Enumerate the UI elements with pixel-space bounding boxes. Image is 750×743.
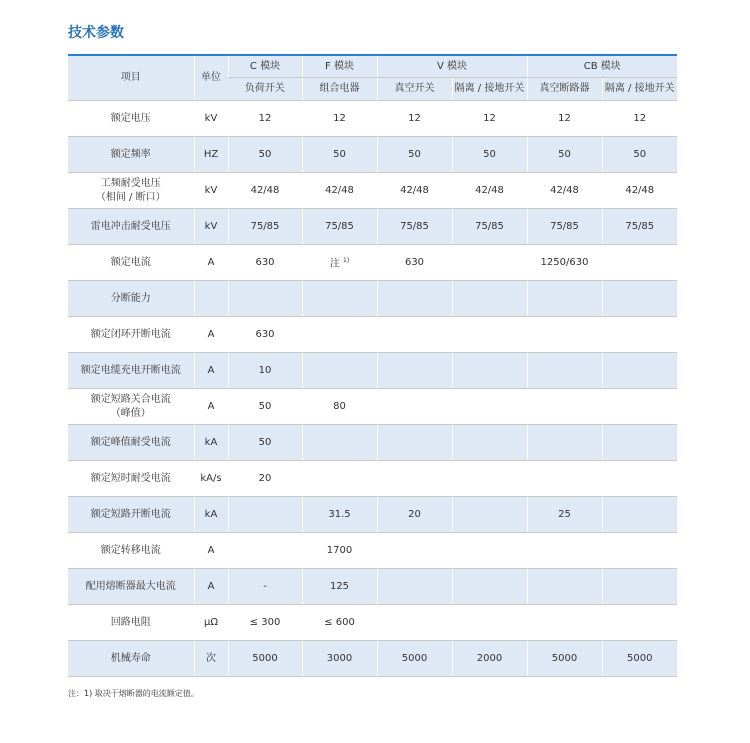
cell-f: [302, 605, 377, 641]
cell-cb1: [527, 209, 602, 245]
cell-v2: [452, 101, 527, 137]
cell-value: 2000: [476, 652, 503, 664]
cell-value: A: [207, 544, 215, 556]
cell-v1: [377, 209, 452, 245]
row-item: [68, 245, 194, 281]
cell-value: kA: [204, 436, 218, 448]
cell-value: kA/s: [200, 472, 222, 484]
cell-value: A: [207, 400, 215, 412]
cell-value: HZ: [203, 148, 219, 160]
cell-cb2: [602, 425, 677, 461]
cell-value: 42/48: [550, 184, 579, 196]
cell-c: [228, 173, 302, 209]
cell-value: 630: [255, 328, 275, 340]
cell-c: [228, 641, 302, 677]
cell-value: 75/85: [325, 220, 354, 232]
cell-v1: [377, 461, 452, 497]
cell-value: 50: [483, 148, 496, 160]
row-item-label: 额定闭环开断电流: [90, 328, 171, 340]
cell-cb1: [527, 641, 602, 677]
cell-v1: [377, 353, 452, 389]
cell-f: [302, 281, 377, 317]
cell-c: [228, 353, 302, 389]
row-item: [68, 533, 194, 569]
cell-value: 5000: [401, 652, 428, 664]
cell-c: [228, 497, 302, 533]
cell-value: 12: [408, 112, 421, 124]
cell-cb2: [602, 533, 677, 569]
cell-cb2: [602, 497, 677, 533]
cell-cb1: [527, 317, 602, 353]
row-item: [68, 497, 194, 533]
row-item-label: 机械寿命: [110, 652, 151, 664]
cell-cb1: [527, 281, 602, 317]
cell-cb1: [527, 353, 602, 389]
table-row: [68, 569, 677, 605]
cell-value: 42/48: [250, 184, 280, 196]
cell-v2: [452, 317, 527, 353]
row-item: [68, 137, 194, 173]
cell-value: 12: [258, 112, 272, 124]
cell-value: kV: [204, 220, 218, 232]
cell-f: [302, 497, 377, 533]
row-unit: [194, 605, 228, 641]
cell-value: 12: [333, 112, 346, 124]
row-item: [68, 605, 194, 641]
cell-f: [302, 173, 377, 209]
cell-v1: [377, 173, 452, 209]
cell-f: [302, 209, 377, 245]
cell-value: 42/48: [325, 184, 354, 196]
cell-c: [228, 137, 302, 173]
cell-value: 50: [408, 148, 421, 160]
cell-value: 630: [255, 256, 275, 268]
cell-value: 3000: [326, 652, 353, 664]
cell-v2: [452, 281, 527, 317]
cell-f: [302, 533, 377, 569]
row-item: [68, 353, 194, 389]
cell-v2: [452, 209, 527, 245]
row-item-label: 额定转移电流: [100, 544, 161, 556]
cell-c: [228, 317, 302, 353]
row-unit: [194, 137, 228, 173]
cell-f: [302, 317, 377, 353]
row-item-label: 配用熔断器最大电流: [85, 580, 176, 592]
cell-c: [228, 389, 302, 425]
table-row: [68, 101, 677, 137]
cell-value: 1250/630: [540, 256, 589, 268]
cell-value: 75/85: [550, 220, 579, 232]
cell-value: 50: [258, 148, 272, 160]
cell-c: [228, 209, 302, 245]
cell-value: 注: [329, 258, 340, 270]
cell-value: 20: [408, 508, 421, 520]
cell-cb1: [527, 137, 602, 173]
cell-value: 5000: [551, 652, 578, 664]
table-row: [68, 425, 677, 461]
cell-value: 42/48: [625, 184, 655, 196]
cell-value: μΩ: [203, 616, 218, 628]
row-item-label: 工频耐受电压: [100, 177, 161, 189]
cell-value: 5000: [627, 652, 653, 664]
cell-value: 50: [633, 148, 647, 160]
header-item: 项目: [68, 56, 194, 101]
cell-v2: [452, 641, 527, 677]
cell-f: [302, 461, 377, 497]
cell-cb2: [602, 101, 677, 137]
cell-value: ≤ 300: [249, 616, 281, 628]
cell-cb2: [602, 605, 677, 641]
cell-cb2: [602, 281, 677, 317]
cell-cb2: [602, 173, 677, 209]
header-sub: 组合电器: [302, 78, 377, 101]
cell-value: 80: [333, 400, 346, 412]
cell-c: [228, 425, 302, 461]
cell-cb1: [527, 497, 602, 533]
row-unit: [194, 461, 228, 497]
section-title: 技术参数: [68, 25, 124, 41]
header-sub: 负荷开关: [228, 78, 302, 101]
row-item-sublabel: （峰值）: [110, 407, 151, 419]
row-unit: [194, 245, 228, 281]
cell-value: 31.5: [328, 508, 351, 520]
cell-f: [302, 137, 377, 173]
cell-c: [228, 533, 302, 569]
row-item-label: 分断能力: [110, 292, 151, 304]
row-item: [68, 425, 194, 461]
cell-value: 42/48: [475, 184, 504, 196]
row-item: [68, 641, 194, 677]
cell-cb2: [602, 353, 677, 389]
row-item-label: 额定电缆充电开断电流: [80, 364, 181, 376]
cell-c: [228, 101, 302, 137]
cell-c: [228, 569, 302, 605]
cell-value: 50: [258, 400, 272, 412]
cell-value: 12: [483, 112, 496, 124]
cell-c: [228, 281, 302, 317]
table-row: [68, 533, 677, 569]
cell-v1: [377, 533, 452, 569]
cell-v1: [377, 101, 452, 137]
cell-value: 次: [206, 652, 216, 664]
cell-value: A: [207, 364, 215, 376]
table-row: [68, 281, 677, 317]
header-unit: 单位: [194, 56, 228, 101]
cell-v2: [452, 569, 527, 605]
cell-value: 5000: [252, 652, 278, 664]
cell-v1: [377, 569, 452, 605]
cell-value: A: [207, 256, 215, 268]
row-unit: [194, 173, 228, 209]
cell-f: [302, 389, 377, 425]
cell-value: 20: [258, 472, 272, 484]
cell-value: 50: [258, 436, 272, 448]
cell-cb1: [527, 425, 602, 461]
row-item-label: 额定频率: [110, 148, 151, 160]
cell-v2: [452, 605, 527, 641]
row-item-sublabel: （相间 / 断口）: [95, 191, 166, 203]
row-item: [68, 317, 194, 353]
cell-value: 75/85: [475, 220, 504, 232]
row-unit: [194, 533, 228, 569]
cell-v1: [377, 641, 452, 677]
cell-v1: [377, 281, 452, 317]
header-group-f: F 模块: [302, 56, 377, 78]
cell-v2: [452, 245, 527, 281]
cell-cb2: [602, 569, 677, 605]
cell-cb1: [527, 245, 602, 281]
cell-f: [302, 245, 377, 281]
cell-v2: [452, 497, 527, 533]
cell-v2: [452, 173, 527, 209]
row-item: [68, 281, 194, 317]
cell-value: 75/85: [625, 220, 655, 232]
cell-value: 10: [258, 364, 272, 376]
cell-v2: [452, 533, 527, 569]
cell-value: 75/85: [400, 220, 429, 232]
footnote-marker: 1): [343, 256, 350, 264]
table-row: [68, 389, 677, 425]
row-item-label: 额定短路开断电流: [90, 508, 171, 520]
cell-value: 12: [633, 112, 647, 124]
row-unit: [194, 101, 228, 137]
cell-cb2: [602, 137, 677, 173]
row-unit: [194, 281, 228, 317]
cell-value: 125: [329, 580, 350, 592]
cell-value: 50: [558, 148, 571, 160]
header-sub: 真空断路器: [527, 78, 602, 101]
header-group-c: C 模块: [228, 56, 302, 78]
cell-v1: [377, 389, 452, 425]
header-sub: 隔离 / 接地开关: [452, 78, 527, 101]
cell-v1: [377, 425, 452, 461]
cell-v2: [452, 137, 527, 173]
header-group-v: V 模块: [377, 56, 527, 78]
cell-value: A: [207, 580, 215, 592]
cell-value: A: [207, 328, 215, 340]
row-item-label: 额定电压: [110, 112, 151, 124]
cell-value: 42/48: [400, 184, 429, 196]
header-sub: 隔离 / 接地开关: [602, 78, 677, 101]
cell-cb1: [527, 101, 602, 137]
cell-cb1: [527, 461, 602, 497]
cell-cb1: [527, 173, 602, 209]
row-item: [68, 461, 194, 497]
row-item-label: 额定峰值耐受电流: [90, 436, 171, 448]
cell-cb1: [527, 389, 602, 425]
cell-cb2: [602, 461, 677, 497]
table-row: [68, 353, 677, 389]
cell-cb1: [527, 533, 602, 569]
row-unit: [194, 317, 228, 353]
cell-value: 630: [404, 256, 425, 268]
table-row: [68, 641, 677, 677]
cell-v1: [377, 245, 452, 281]
cell-v1: [377, 137, 452, 173]
row-item: [68, 173, 194, 209]
cell-value: 50: [333, 148, 346, 160]
header-sub: 真空开关: [377, 78, 452, 101]
cell-value: -: [263, 580, 267, 592]
cell-v2: [452, 461, 527, 497]
cell-v2: [452, 389, 527, 425]
cell-f: [302, 101, 377, 137]
cell-cb1: [527, 605, 602, 641]
table-row: [68, 173, 677, 209]
row-item: [68, 569, 194, 605]
row-unit: [194, 353, 228, 389]
row-unit: [194, 425, 228, 461]
table-row: [68, 605, 677, 641]
cell-value: ≤ 600: [324, 616, 355, 628]
row-item: [68, 389, 194, 425]
row-item: [68, 209, 194, 245]
row-item-label: 额定电流: [110, 256, 151, 268]
row-unit: [194, 209, 228, 245]
row-item-label: 回路电阻: [110, 616, 151, 628]
cell-f: [302, 569, 377, 605]
cell-value: 12: [558, 112, 571, 124]
cell-f: [302, 425, 377, 461]
cell-c: [228, 461, 302, 497]
cell-value: kA: [204, 508, 218, 520]
cell-value: 75/85: [250, 220, 280, 232]
cell-c: [228, 245, 302, 281]
table-row: [68, 245, 677, 281]
row-unit: [194, 497, 228, 533]
cell-f: [302, 353, 377, 389]
row-unit: [194, 569, 228, 605]
cell-cb2: [602, 209, 677, 245]
cell-value: 1700: [326, 544, 353, 556]
table-row: [68, 209, 677, 245]
footnote: 注：1) 取决于熔断器的电流额定值。: [68, 689, 199, 698]
cell-v1: [377, 605, 452, 641]
cell-c: [228, 605, 302, 641]
cell-cb1: [527, 569, 602, 605]
header-group-cb: CB 模块: [527, 56, 677, 78]
row-unit: [194, 641, 228, 677]
row-item-label: 雷电冲击耐受电压: [90, 220, 171, 232]
cell-cb2: [602, 389, 677, 425]
row-item-label: 额定短时耐受电流: [90, 472, 171, 484]
table-row: [68, 317, 677, 353]
cell-cb2: [602, 641, 677, 677]
row-item-label: 额定短路关合电流: [90, 393, 171, 405]
row-unit: [194, 389, 228, 425]
table-row: [68, 497, 677, 533]
cell-v1: [377, 317, 452, 353]
spec-table: [68, 56, 677, 677]
cell-cb2: [602, 245, 677, 281]
cell-v2: [452, 353, 527, 389]
cell-value: kV: [204, 112, 218, 124]
table-row: [68, 461, 677, 497]
table-row: [68, 137, 677, 173]
cell-f: [302, 641, 377, 677]
cell-cb2: [602, 317, 677, 353]
row-item: [68, 101, 194, 137]
cell-v2: [452, 425, 527, 461]
cell-v1: [377, 497, 452, 533]
cell-value: 25: [558, 508, 571, 520]
cell-value: kV: [204, 184, 218, 196]
